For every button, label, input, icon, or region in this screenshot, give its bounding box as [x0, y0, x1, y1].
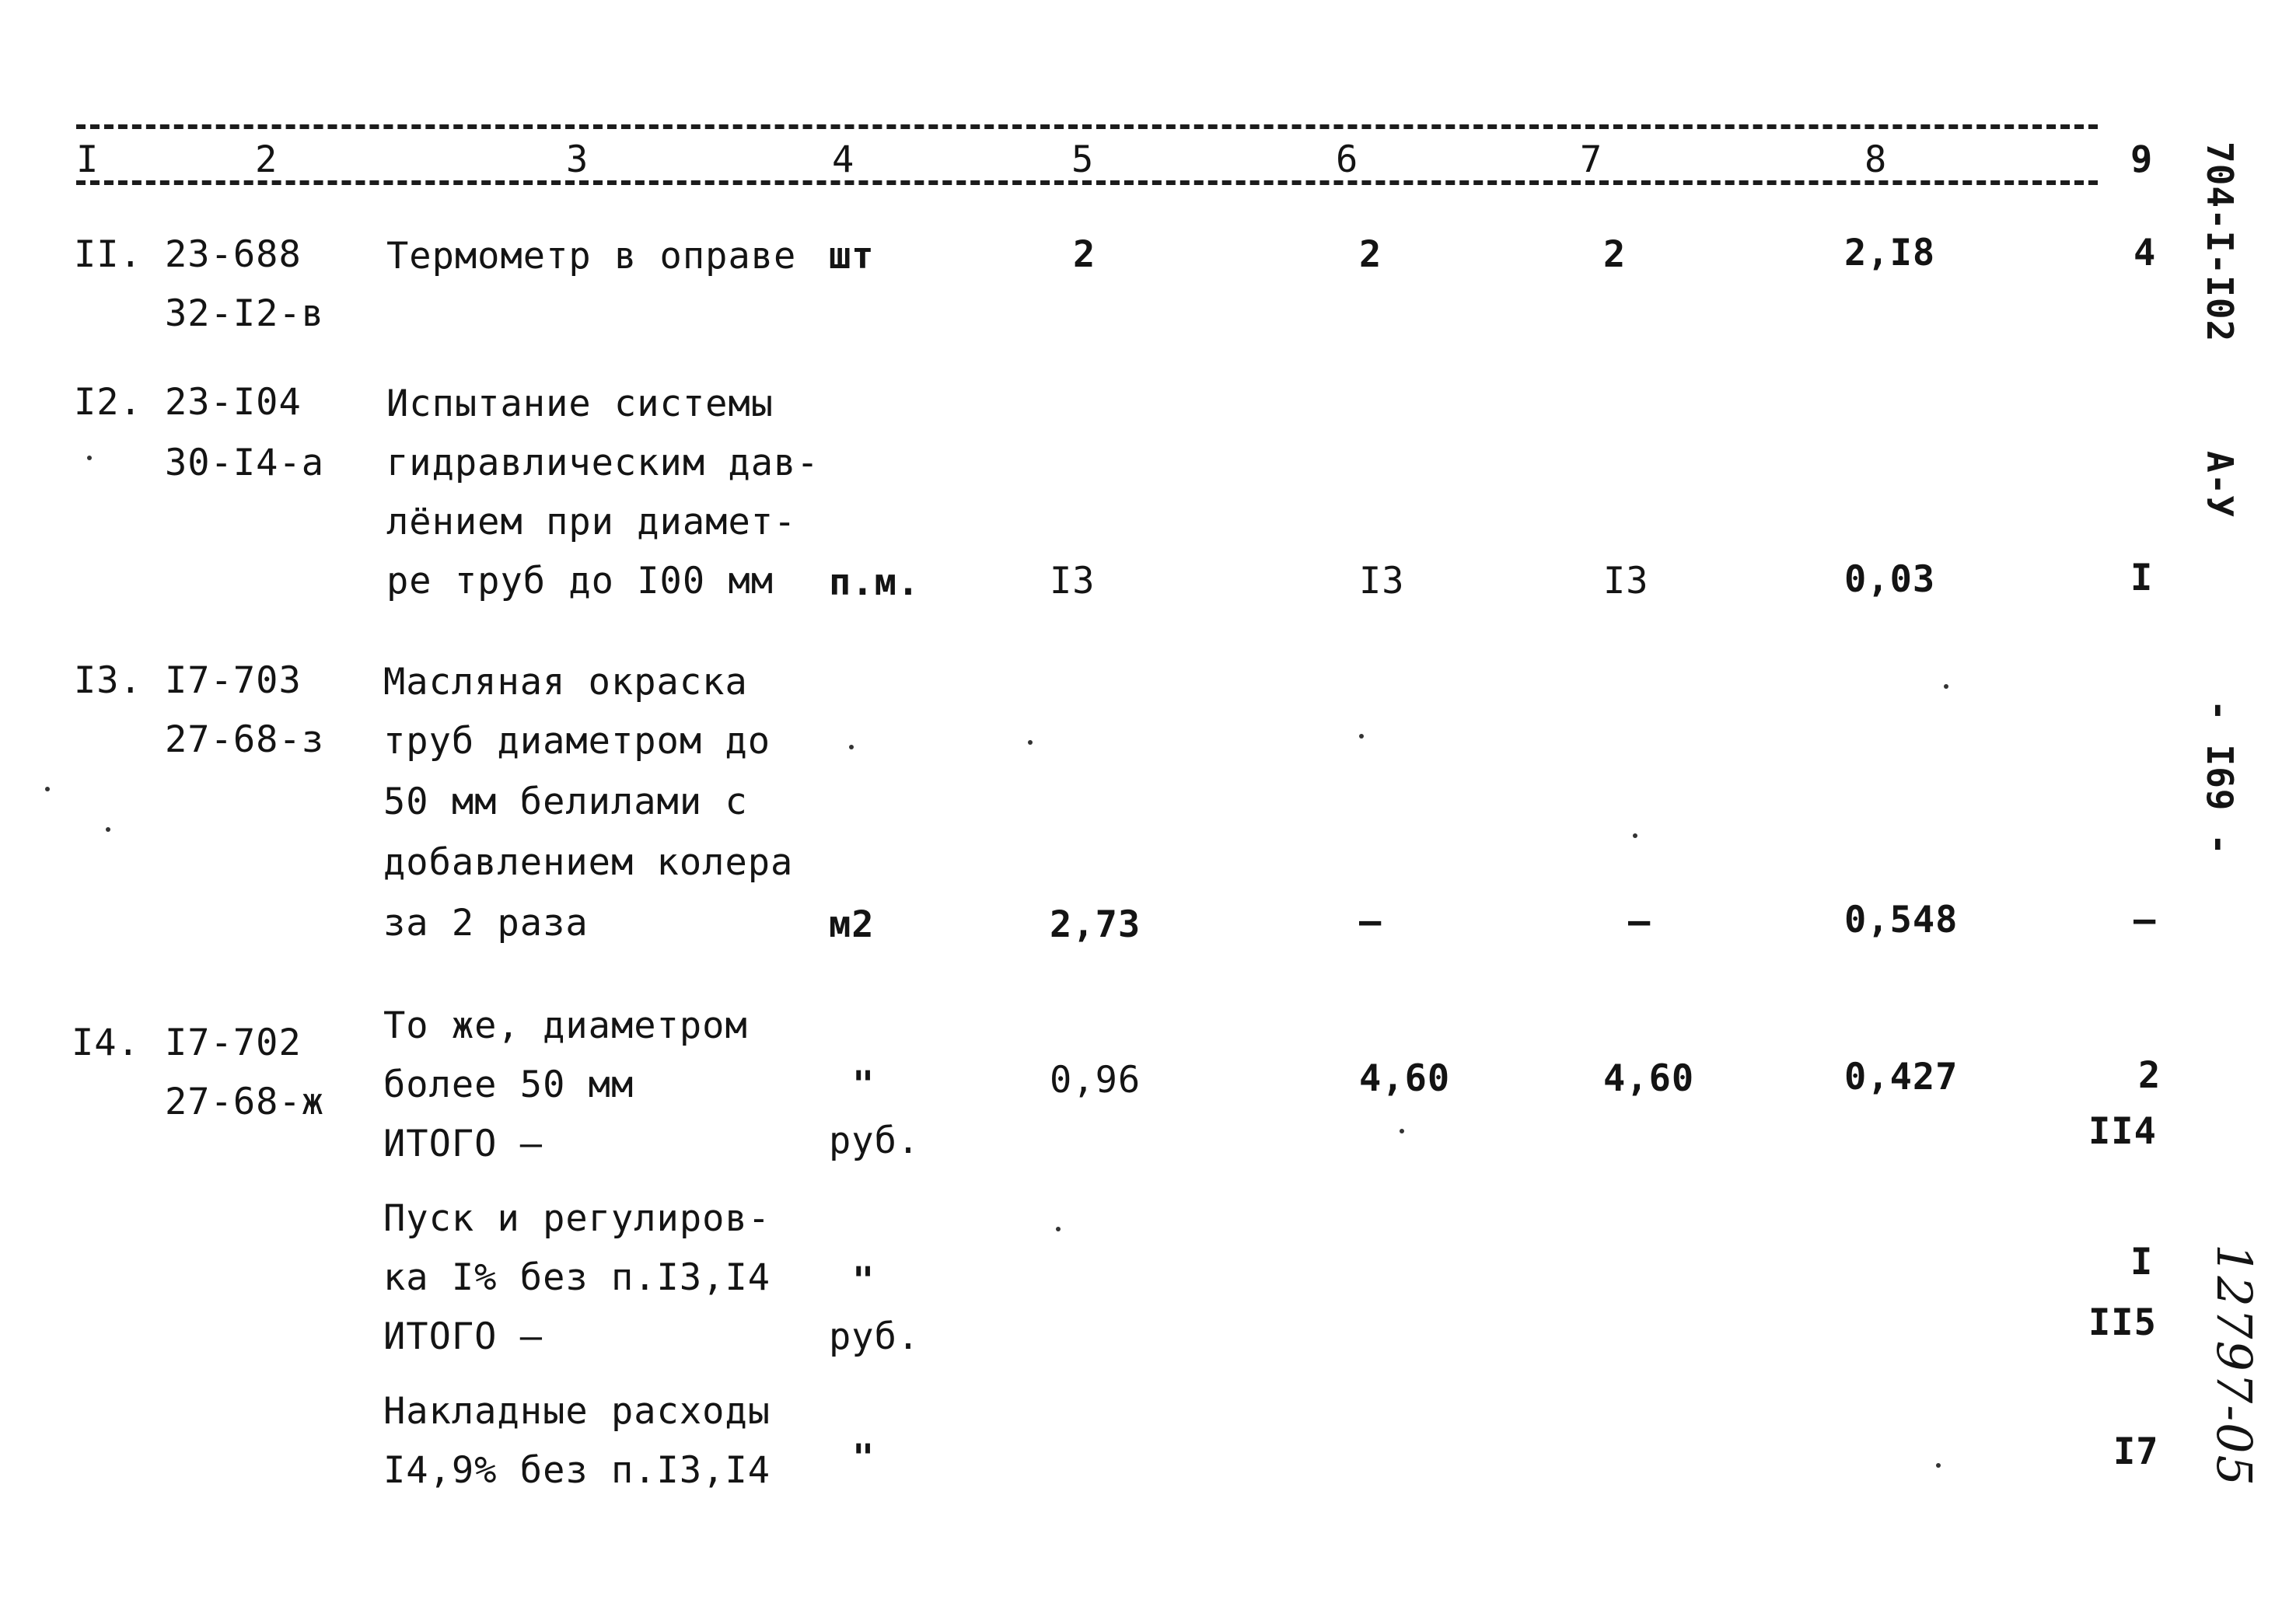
total-unit: руб.	[829, 1315, 921, 1358]
scan-speck	[1028, 740, 1033, 745]
row-number: II.	[74, 233, 142, 276]
row-description-line: То же, диаметром	[383, 1004, 748, 1047]
row-unit: шт	[829, 235, 875, 278]
row-description-line: Испытание системы	[386, 382, 774, 425]
col-num-9: 9	[2130, 138, 2154, 181]
scan-speck	[87, 456, 92, 460]
overhead-label-line: I4,9% без п.I3,I4	[383, 1449, 771, 1492]
row-number: I2.	[74, 381, 142, 424]
row-unit: п.м.	[829, 561, 921, 604]
row-number: I4.	[72, 1022, 140, 1064]
row-col6: I3	[1359, 560, 1405, 602]
row-code-sub: 32-I2-в	[165, 292, 325, 335]
row-code: 23-I04	[165, 381, 302, 424]
scan-speck	[1936, 1463, 1941, 1468]
row-col5: I3	[1050, 560, 1096, 602]
row-description-line: более 50 мм	[383, 1063, 634, 1106]
row-description-line: Масляная окраска	[383, 661, 748, 704]
handwritten-stamp-vertical: 12797-05	[2206, 1244, 2263, 1488]
startup-unit: "	[852, 1259, 875, 1302]
startup-label-line: Пуск и регулиров-	[383, 1197, 771, 1240]
row-col9: 2	[2138, 1054, 2161, 1097]
col-num-5: 5	[1071, 138, 1095, 181]
col-num-8: 8	[1864, 138, 1888, 181]
row-code-sub: 30-I4-а	[165, 442, 325, 484]
row-col5: 2,73	[1050, 903, 1141, 946]
album-vertical: А-У	[2199, 451, 2241, 519]
row-col8: 0,548	[1844, 899, 1959, 941]
scan-speck	[45, 787, 50, 791]
row-col9: –	[2133, 899, 2157, 941]
scan-speck	[1359, 734, 1364, 739]
row-col7: I3	[1603, 560, 1649, 602]
scan-speck	[1633, 833, 1637, 838]
row-description-line: труб диаметром до	[383, 720, 771, 763]
document-code-vertical: 704-I-I02	[2199, 141, 2241, 343]
row-unit: м2	[829, 903, 875, 946]
row-description-line: добавлением колера	[383, 841, 794, 884]
col-num-4: 4	[832, 138, 855, 181]
row-col5: 2	[1073, 233, 1096, 276]
total-value: II4	[2088, 1110, 2157, 1153]
col-num-7: 7	[1580, 138, 1603, 181]
header-top-rule	[76, 124, 2098, 129]
row-description-line: Термометр в оправе	[386, 235, 797, 278]
row-description-line: ре труб до I00 мм	[386, 560, 774, 602]
total-label: ИТОГО –	[383, 1315, 543, 1358]
row-description-line: лёнием при диамет-	[386, 501, 797, 543]
row-col8: 0,427	[1844, 1056, 1959, 1098]
scan-speck	[106, 827, 110, 832]
total-label: ИТОГО –	[383, 1123, 543, 1165]
row-description-line: 50 мм белилами с	[383, 781, 748, 823]
row-code: I7-702	[165, 1022, 302, 1064]
row-col6: –	[1359, 900, 1382, 943]
row-number: I3.	[74, 659, 142, 702]
row-col7: –	[1628, 900, 1651, 943]
row-code-sub: 27-68-з	[165, 718, 325, 761]
page-number-vertical: - I69 -	[2199, 700, 2241, 856]
col-num-1: I	[76, 138, 100, 181]
col-num-6: 6	[1336, 138, 1359, 181]
scan-speck	[1944, 684, 1948, 689]
row-col9: I	[2130, 557, 2154, 599]
row-col7: 2	[1603, 233, 1627, 276]
total-value: II5	[2088, 1301, 2157, 1344]
row-unit: "	[852, 1063, 875, 1106]
row-col6: 4,60	[1359, 1057, 1451, 1100]
row-code-sub: 27-68-ж	[165, 1081, 325, 1123]
row-col8: 2,I8	[1844, 232, 1936, 274]
scan-speck	[1056, 1227, 1061, 1231]
row-code: I7-703	[165, 659, 302, 702]
row-col7: 4,60	[1603, 1057, 1695, 1100]
startup-value: I	[2130, 1241, 2154, 1283]
overhead-label-line: Накладные расходы	[383, 1390, 771, 1433]
scan-speck	[1400, 1129, 1404, 1133]
row-code: 23-688	[165, 233, 302, 276]
startup-label-line: ка I% без п.I3,I4	[383, 1256, 771, 1299]
row-col5: 0,96	[1050, 1059, 1141, 1102]
scan-speck	[849, 745, 854, 749]
row-col6: 2	[1359, 233, 1382, 276]
row-description-line: гидравлическим дав-	[386, 442, 820, 484]
row-col8: 0,03	[1844, 558, 1936, 601]
col-num-2: 2	[255, 138, 278, 181]
overhead-value: I7	[2113, 1430, 2159, 1473]
row-col9: 4	[2133, 232, 2157, 274]
col-num-3: 3	[566, 138, 589, 181]
overhead-unit: "	[852, 1437, 875, 1479]
row-description-line: за 2 раза	[383, 902, 589, 945]
total-unit: руб.	[829, 1119, 921, 1162]
